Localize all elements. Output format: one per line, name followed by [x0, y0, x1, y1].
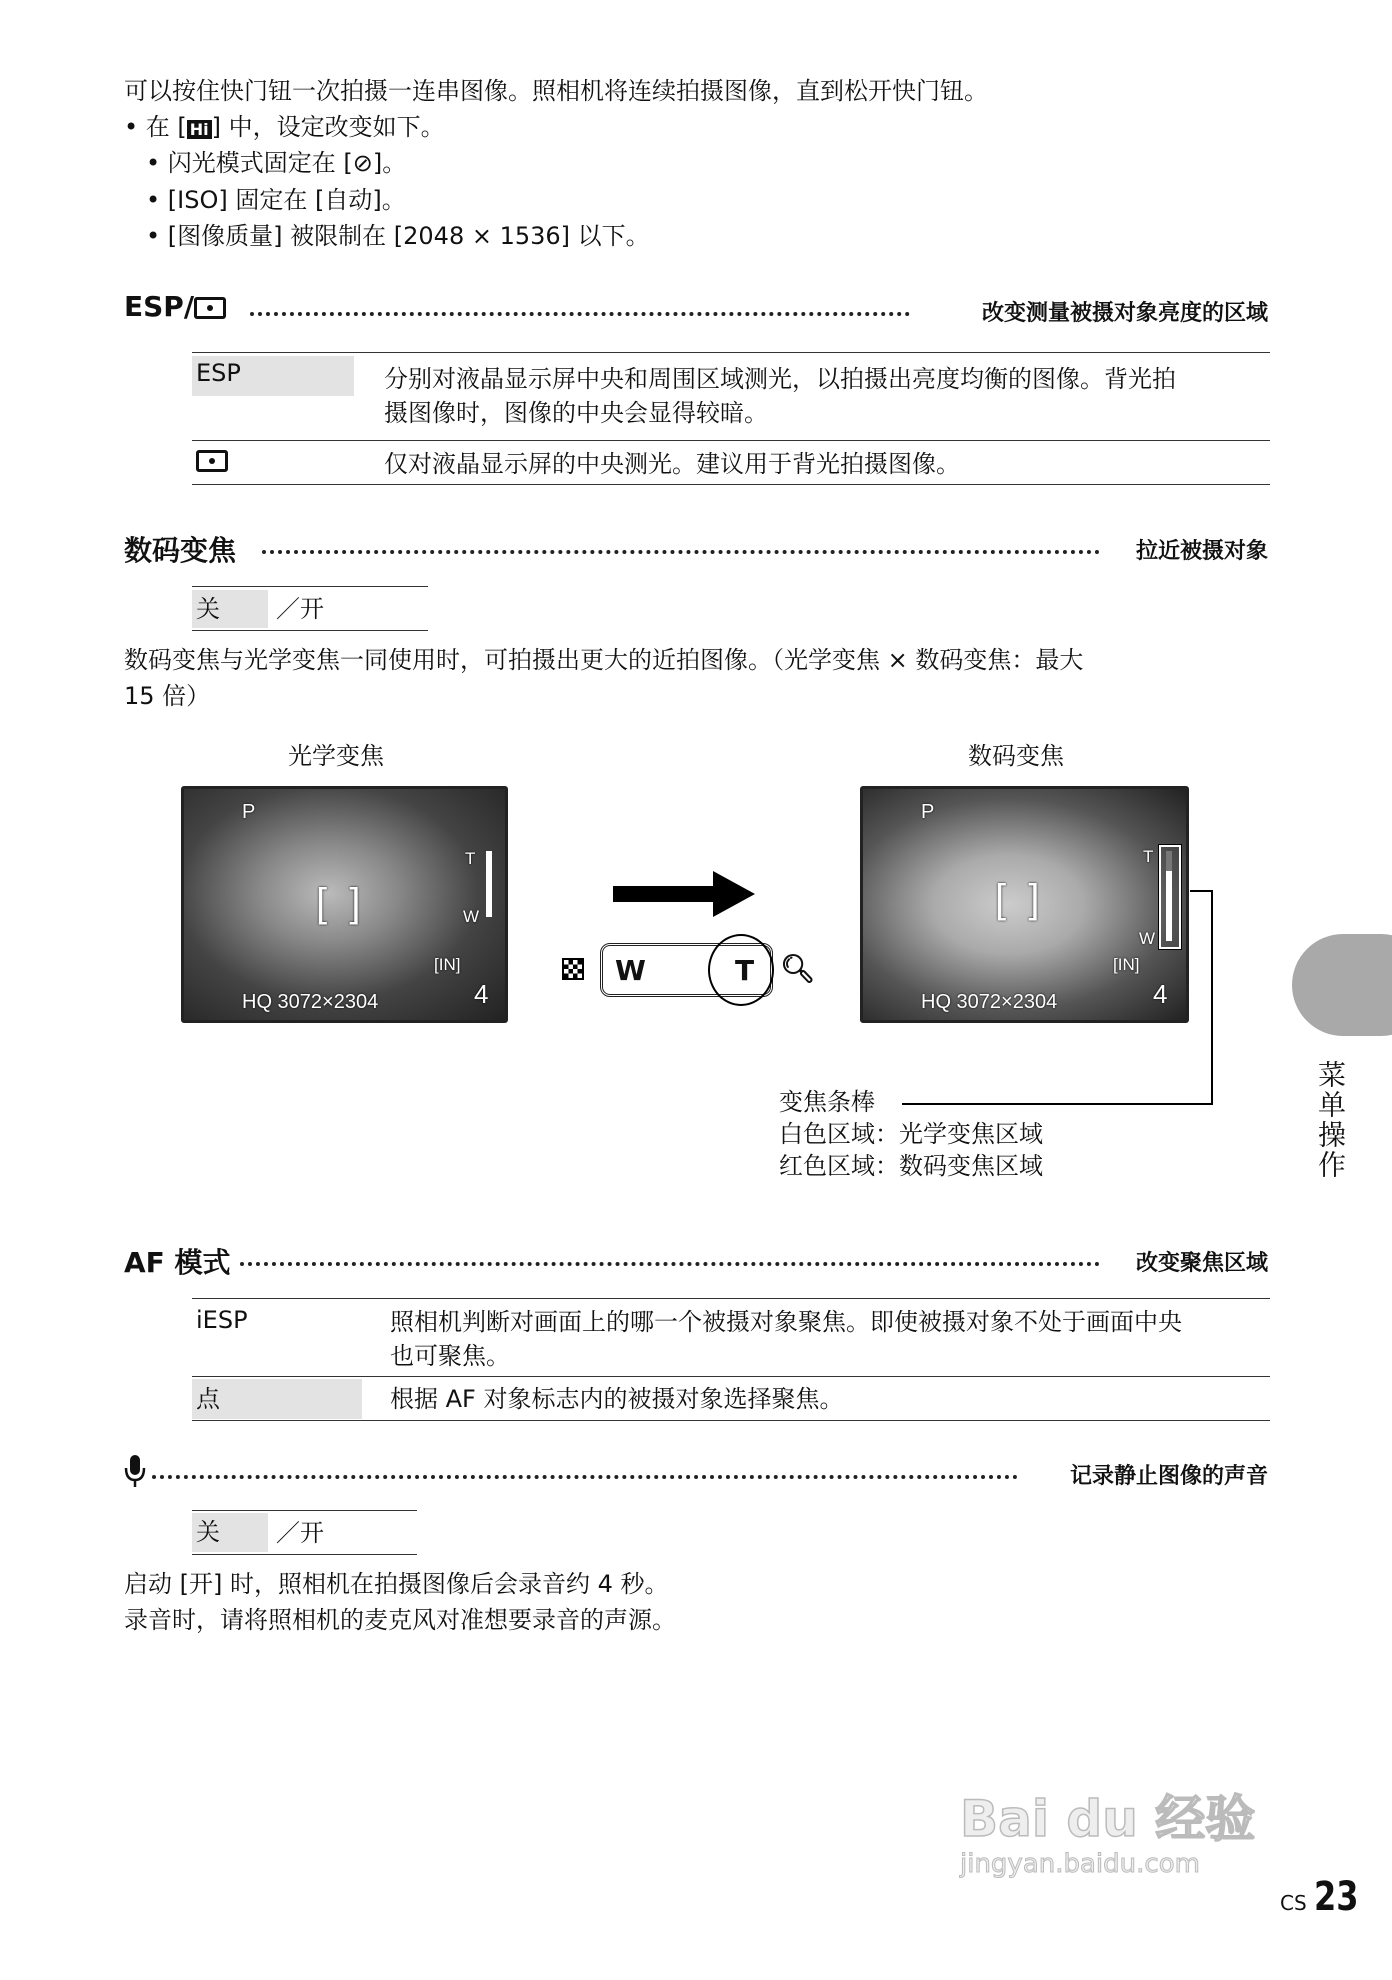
paragraph: 数码变焦与光学变焦一同使用时，可拍摄出更大的近拍图像。（光学变焦 × 数码变焦：最大 [124, 646, 1084, 674]
af-target-mark: [ ] [995, 877, 1040, 921]
lever-w: W [615, 954, 646, 987]
shots-remaining: 4 [474, 979, 489, 1009]
paragraph: 启动 [开] 时，照相机在拍摄图像后会录音约 4 秒。 [124, 1570, 669, 1598]
zoom-bar-frame [1159, 845, 1181, 949]
digital-zoom-heading: 数码变焦 [124, 534, 237, 567]
callout-line [902, 1103, 1192, 1105]
paragraph: 录音时，请将照相机的麦克风对准想要录音的声源。 [124, 1606, 676, 1634]
arrow-right-icon [613, 871, 755, 917]
legend-white: 白色区域：光学变焦区域 [779, 1120, 1043, 1148]
paragraph: 15 倍） [124, 682, 211, 710]
divider [192, 440, 1270, 441]
af-option-text: 也可聚焦。 [390, 1342, 510, 1370]
side-tab-label: 菜单操作 [1314, 1060, 1347, 1180]
image-quality: HQ 3072×2304 [242, 991, 379, 1013]
af-option-label: 点 [192, 1379, 362, 1419]
hi-burst-icon: Hi [187, 120, 212, 139]
lever-t: T [735, 954, 755, 987]
af-option-text: 根据 AF 对象标志内的被摄对象选择聚焦。 [390, 1385, 844, 1413]
divider [192, 1554, 417, 1555]
af-target-mark: [ ] [316, 881, 361, 925]
esp-description: 改变测量被摄对象亮度的区域 [981, 301, 1268, 326]
spot-option-text: 仅对液晶显示屏的中央测光。建议用于背光拍摄图像。 [384, 450, 960, 478]
divider [192, 1510, 417, 1511]
sub-bullet: • [图像质量] 被限制在 [2048 × 1536] 以下。 [146, 222, 650, 250]
callout-line [1190, 890, 1213, 1105]
divider [192, 1376, 1270, 1377]
af-option-text: 照相机判断对画面上的哪一个被摄对象聚焦。即使被摄对象不处于画面中央 [390, 1308, 1182, 1336]
spot-metering-icon [194, 297, 226, 319]
wide-thumbnail-icon [562, 958, 584, 980]
wide-label: W [1139, 929, 1156, 948]
memory-indicator: [IN] [1113, 955, 1140, 974]
microphone-icon [124, 1454, 146, 1488]
divider [192, 1298, 1270, 1299]
esp-option-text: 分别对液晶显示屏中央和周围区域测光，以拍摄出亮度均衡的图像。背光拍 [384, 365, 1176, 393]
optical-zoom-label: 光学变焦 [288, 742, 384, 770]
shots-remaining: 4 [1153, 979, 1168, 1009]
divider [192, 630, 428, 631]
divider [192, 586, 428, 587]
option-off: 关 [192, 1513, 268, 1552]
af-option-label: iESP [196, 1306, 248, 1334]
sub-bullet: • 闪光模式固定在 [⊘]。 [146, 149, 407, 177]
baidu-watermark-logo: Bai du 经验 jingyan.baidu.com [960, 1790, 1256, 1879]
option-off: 关 [192, 590, 268, 628]
optical-zoom-screen [181, 786, 508, 1023]
bullet-burst [124, 112, 445, 145]
tele-label: T [465, 849, 476, 868]
page-number: 23 [1314, 1874, 1359, 1920]
spot-option-label [196, 450, 228, 472]
esp-heading [124, 290, 226, 323]
mode-indicator: P [921, 801, 935, 823]
highlight-circle [708, 934, 774, 1006]
sound-description: 记录静止图像的声音 [1069, 1464, 1268, 1489]
tele-label: T [1143, 847, 1154, 866]
option-on: ／开 [276, 1519, 324, 1547]
af-mode-description: 改变聚焦区域 [1135, 1251, 1268, 1276]
digital-zoom-description: 拉近被摄对象 [1135, 539, 1268, 564]
image-quality: HQ 3072×2304 [921, 991, 1058, 1013]
bullet-text: ] 中，设定改变如下。 [211, 113, 445, 141]
esp-title: ESP/ [124, 290, 195, 323]
zoom-bar-legend-title: 变焦条棒 [779, 1087, 881, 1117]
leader-dots [152, 1475, 1018, 1479]
divider [192, 352, 1270, 353]
legend-red: 红色区域：数码变焦区域 [779, 1152, 1043, 1180]
esp-option-text: 摄图像时，图像的中央会显得较暗。 [384, 399, 768, 427]
intro-line: 可以按住快门钮一次拍摄一连串图像。照相机将连续拍摄图像，直到松开快门钮。 [124, 77, 988, 105]
af-mode-heading: AF 模式 [124, 1246, 231, 1279]
divider [192, 484, 1270, 485]
leader-dots [240, 1262, 1100, 1266]
language-code: CS [1280, 1891, 1307, 1915]
leader-dots [250, 312, 910, 316]
side-tab [1292, 934, 1392, 1036]
bullet-text: • 在 [ [124, 113, 187, 141]
leader-dots [262, 550, 1100, 554]
memory-indicator: [IN] [434, 955, 461, 974]
option-on: ／开 [276, 595, 324, 623]
spot-metering-icon [196, 450, 228, 472]
wide-label: W [463, 907, 480, 926]
sub-bullet: • [ISO] 固定在 [自动]。 [146, 186, 406, 214]
divider [192, 1420, 1270, 1421]
magnifier-icon: 🔍︎ [780, 952, 816, 985]
digital-zoom-screen [860, 786, 1189, 1023]
esp-option-label: ESP [192, 356, 354, 396]
mode-indicator: P [242, 801, 256, 823]
digital-zoom-label: 数码变焦 [968, 742, 1064, 770]
zoom-bar [486, 851, 492, 917]
